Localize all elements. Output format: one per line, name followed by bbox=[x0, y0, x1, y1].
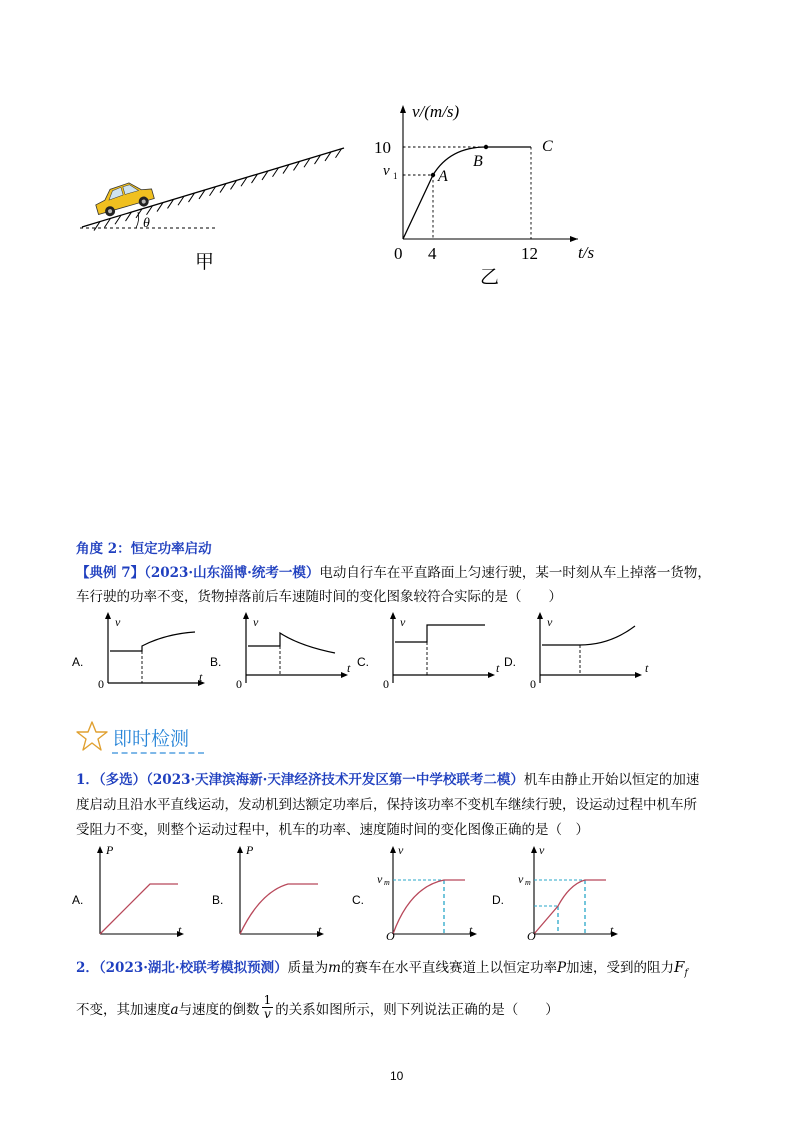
option-curve bbox=[542, 626, 635, 645]
q1-vm-d: v bbox=[518, 872, 524, 886]
q2-line1 bbox=[76, 955, 688, 986]
q1-line1 bbox=[76, 768, 699, 792]
incline-figure bbox=[70, 130, 360, 280]
q1-axis-t-d: t bbox=[610, 923, 614, 937]
q1-vm-c: v bbox=[377, 872, 383, 886]
option-d-label: D. bbox=[504, 655, 516, 669]
q1-axis-P-b: P bbox=[246, 843, 254, 857]
example-text-1: 电动自行车在平直路面上匀速行驶，某一时刻从车上掉落一货物， bbox=[319, 565, 711, 581]
q2-fraction bbox=[262, 994, 274, 1021]
axis-t-label: t/s bbox=[578, 243, 595, 262]
axis-vertical-arrow bbox=[390, 846, 396, 853]
q1-text-1: 机车由静止开始以恒定的加速 bbox=[523, 772, 700, 788]
tick-0: 0 bbox=[394, 244, 403, 263]
option-curve bbox=[110, 632, 195, 651]
axis-t-a: t bbox=[199, 670, 203, 684]
q1-axis-t-a: t bbox=[178, 923, 182, 937]
tick-4: 4 bbox=[428, 244, 437, 263]
angle-title: 角度 2：恒定功率启动 bbox=[76, 541, 212, 557]
axis-v-c: v bbox=[400, 615, 406, 629]
q1-tag: （多选） bbox=[98, 772, 147, 788]
tick-12: 12 bbox=[521, 244, 538, 263]
axis-v-arrow bbox=[390, 612, 396, 619]
check-title: 即时检测 bbox=[113, 728, 190, 750]
q2-text-b: 的赛车在水平直线赛道上以恒定功率 bbox=[340, 960, 557, 976]
q1-axis-t-c: t bbox=[469, 923, 473, 937]
q2-frac-den: v bbox=[263, 1007, 271, 1021]
q1-origin-d: O bbox=[527, 929, 536, 943]
q1-source: （2023·天津滨海新·天津经济技术开发区第一中学校联考二模） bbox=[146, 772, 524, 788]
q2-text-d: 不变，其加速度 bbox=[76, 1001, 171, 1018]
q2-frac-num: 1 bbox=[263, 993, 272, 1007]
option-c-label: C. bbox=[357, 655, 369, 669]
example-7-line2: 车行驶的功率不变，货物掉落前后车速随时间的变化图象较符合实际的是（ ） bbox=[76, 589, 562, 605]
option-curve bbox=[395, 625, 485, 642]
axis-t-arrow bbox=[488, 672, 495, 678]
figure-label-yi: 乙 bbox=[480, 267, 500, 288]
q1-option-d-label: D. bbox=[492, 893, 504, 907]
option-a-label: A. bbox=[72, 655, 84, 669]
q1-axis-v-c: v bbox=[398, 843, 404, 857]
q1-option-a-label: A. bbox=[72, 893, 84, 907]
tick-10: 10 bbox=[374, 138, 391, 157]
axis-vertical-arrow bbox=[97, 846, 103, 853]
tick-v1: v bbox=[383, 163, 390, 179]
q2-var-a: a bbox=[170, 1001, 179, 1018]
q1-option-c-label: C. bbox=[352, 893, 364, 907]
theta-label: θ bbox=[143, 216, 150, 231]
example-tag: 【典例 7】 bbox=[76, 565, 145, 581]
q1-line3: 受阻力不变，则整个运动过程中，机车的功率、速度随时间的变化图像正确的是（ ） bbox=[76, 822, 589, 838]
curve-d bbox=[534, 880, 606, 934]
q2-text-f: 的关系如图所示，则下列说法正确的是（ ） bbox=[275, 1001, 559, 1018]
q1-vm-sub-d: m bbox=[525, 878, 531, 887]
q2-line2 bbox=[76, 993, 559, 1023]
axis-v-b: v bbox=[253, 615, 259, 629]
q1-axis-v-d: v bbox=[539, 843, 545, 857]
axis-vertical-arrow bbox=[237, 846, 243, 853]
q2-text-a: 质量为 bbox=[287, 960, 329, 976]
q1-option-b-label: B. bbox=[212, 893, 224, 907]
q1-vm-sub-c: m bbox=[384, 878, 390, 887]
star-icon bbox=[76, 720, 108, 752]
page-number: 10 bbox=[390, 1069, 404, 1083]
point-B: B bbox=[473, 153, 483, 170]
point-A: A bbox=[438, 168, 448, 185]
q2-number: 2． bbox=[76, 960, 99, 976]
option-b-label: B. bbox=[210, 655, 222, 669]
option-curve bbox=[248, 633, 335, 653]
origin-a: 0 bbox=[98, 677, 104, 691]
tick-v1-sub: 1 bbox=[393, 171, 398, 181]
q2-var-P: P bbox=[556, 960, 567, 976]
curve-c bbox=[393, 880, 465, 934]
example-7-options[interactable] bbox=[70, 608, 670, 698]
curve-a bbox=[100, 884, 178, 934]
axis-t-c: t bbox=[496, 661, 500, 675]
axis-t-d: t bbox=[645, 661, 649, 675]
axis-t-arrow bbox=[635, 672, 642, 678]
q2-var-Ff: F bbox=[674, 958, 685, 976]
q2-var-m: m bbox=[328, 960, 341, 976]
q1-number: 1． bbox=[76, 772, 99, 788]
axis-v-a: v bbox=[115, 615, 121, 629]
example-source: （2023·山东淄博·统考一模） bbox=[144, 565, 320, 581]
vt-graph bbox=[368, 95, 620, 290]
origin-d: 0 bbox=[530, 677, 536, 691]
q1-axis-t-b: t bbox=[318, 923, 322, 937]
car-icon bbox=[92, 177, 155, 219]
q1-origin-c: O bbox=[386, 929, 395, 943]
q2-var-Ff-sub: f bbox=[684, 968, 688, 979]
axis-v-arrow bbox=[537, 612, 543, 619]
axis-v-arrow bbox=[105, 612, 111, 619]
q1-options[interactable] bbox=[70, 842, 670, 947]
axis-v-arrow bbox=[243, 612, 249, 619]
axis-v-label: v/(m/s) bbox=[412, 102, 460, 121]
axis-t-b: t bbox=[347, 661, 351, 675]
origin-b: 0 bbox=[236, 677, 242, 691]
q1-axis-P-a: P bbox=[106, 843, 114, 857]
origin-c: 0 bbox=[383, 677, 389, 691]
point-C: C bbox=[542, 138, 553, 155]
curve-b bbox=[240, 884, 318, 934]
q2-text-c: 加速，受到的阻力 bbox=[566, 960, 675, 976]
q1-line2: 度启动且沿水平直线运动，发动机到达额定功率后，保持该功率不变机车继续行驶，设运动过程中机车所 bbox=[76, 797, 697, 813]
check-title-underline bbox=[112, 752, 204, 754]
q2-text-e: 与速度的倒数 bbox=[178, 1001, 260, 1018]
q2-source: （2023·湖北·校联考模拟预测） bbox=[98, 960, 288, 976]
figure-label-jia: 甲 bbox=[195, 252, 215, 273]
axis-v-d: v bbox=[547, 615, 553, 629]
axis-vertical-arrow bbox=[531, 846, 537, 853]
example-7-line1 bbox=[76, 561, 711, 585]
